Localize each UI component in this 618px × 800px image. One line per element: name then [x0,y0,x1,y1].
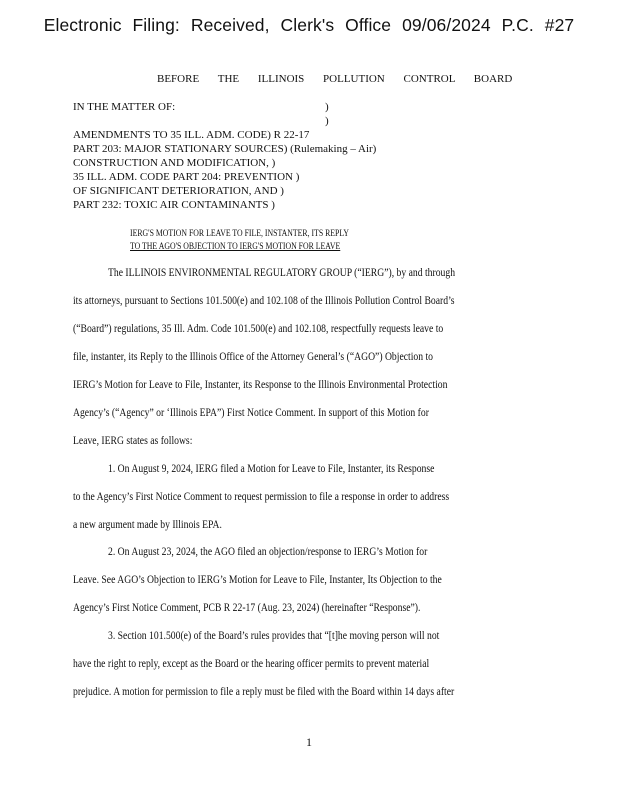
body-line: Leave, IERG states as follows: [73,435,193,447]
body-line: its attorneys, pursuant to Sections 101.500(e) and 102.108 of the Illinois Pollution Control Board’s [73,295,455,307]
caption-bracket: ) [325,115,329,127]
motion-title-line-1: IERG'S MOTION FOR LEAVE TO FILE, INSTANTER, ITS REPLY [130,229,349,239]
electronic-filing-header: Electronic Filing: Received, Clerk's Office 09/06/2024 P.C. #27 [43,15,575,35]
body-line: Agency’s First Notice Comment, PCB R 22-17 (Aug. 23, 2024) (hereinafter “Response”). [73,602,421,614]
caption-line: PART 203: MAJOR STATIONARY SOURCES) (Rulemaking – Air) [73,143,377,155]
caption-line: OF SIGNIFICANT DETERIORATION, AND ) [73,185,284,197]
body-line: have the right to reply, except as the Board or the hearing officer permits to prevent material [73,658,430,670]
caption-line: AMENDMENTS TO 35 ILL. ADM. CODE) R 22-17 [73,129,310,141]
caption-line: CONSTRUCTION AND MODIFICATION, ) [73,157,276,169]
body-line: (“Board”) regulations, 35 Ill. Adm. Code 101.500(e) and 102.108, respectfully requests leave to [73,323,444,335]
body-line: 1. On August 9, 2024, IERG filed a Motion for Leave to File, Instanter, its Response [108,463,435,475]
caption-bracket: ) [325,101,329,113]
board-title: BEFORE THE ILLINOIS POLLUTION CONTROL BOARD [157,73,513,85]
caption-line: IN THE MATTER OF: [73,101,176,113]
body-line: file, instanter, its Reply to the Illinois Office of the Attorney General’s (“AGO”) Objection to [73,351,433,363]
body-line: a new argument made by Illinois EPA. [73,519,222,531]
body-line: 3. Section 101.500(e) of the Board’s rules provides that “[t]he moving person will not [108,630,440,642]
body-line: 2. On August 23, 2024, the AGO filed an objection/response to IERG’s Motion for [108,546,428,558]
body-line: Agency’s (“Agency” or ‘Illinois EPA”) First Notice Comment. In support of this Motion for [73,407,429,419]
body-line: Leave. See AGO’s Objection to IERG’s Motion for Leave to File, Instanter, Its Objection to the [73,574,442,586]
body-line: to the Agency’s First Notice Comment to request permission to file a response in order to address [73,491,450,503]
page-number: 1 [306,735,312,749]
caption-line: 35 ILL. ADM. CODE PART 204: PREVENTION ) [73,171,300,183]
body-line: The ILLINOIS ENVIRONMENTAL REGULATORY GROUP (“IERG”), by and through [108,267,456,279]
caption-line: PART 232: TOXIC AIR CONTAMINANTS ) [73,199,275,211]
body-line: prejudice. A motion for permission to file a reply must be filed with the Board within 14 days after [73,686,455,698]
motion-title-line-2: TO THE AGO'S OBJECTION TO IERG'S MOTION FOR LEAVE [130,242,341,252]
body-line: IERG’s Motion for Leave to File, Instanter, its Response to the Illinois Environmental Protection [73,379,448,391]
